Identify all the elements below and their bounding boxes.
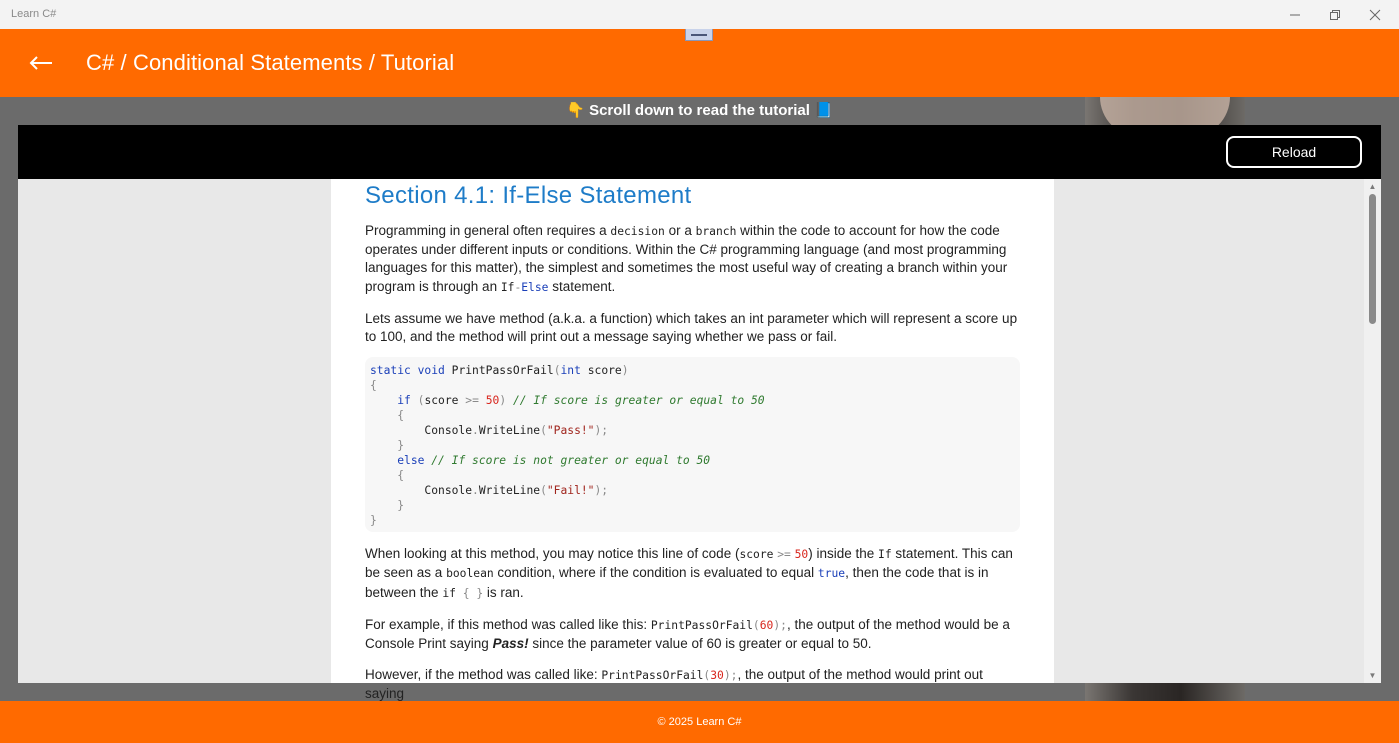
scroll-hint: 👇 Scroll down to read the tutorial 📘 [566,102,833,119]
window-titlebar [0,0,1399,29]
back-button[interactable] [26,49,56,77]
app-footer: © 2025 Learn C# [0,701,1399,743]
restore-button[interactable] [1315,0,1355,29]
paragraph-example-pass: For example, if this method was called like this: PrintPassOrFail(60);, the output of the method would be a Console Print saying Pass! since the parameter value of 60 is greater or equal to 50. [365,616,1010,652]
section-heading: Section 4.1: If-Else Statement [365,182,692,209]
webview-toolbar [18,125,1381,179]
minimize-button[interactable] [1275,0,1315,29]
restore-icon [1330,10,1340,20]
minimize-icon [1290,10,1300,20]
vertical-scrollbar[interactable] [1364,179,1381,683]
tutorial-webview[interactable] [18,179,1381,702]
paragraph-explanation: When looking at this method, you may notice this line of code (score >= 50) inside the If statement. This can be seen as a boolean condition, where if the condition is evaluated to equal true, then the code that is in between the if { } is ran. [365,546,1013,600]
paragraph-intro: Programming in general often requires a decision or a branch within the code to account for how the code operates under different inputs or conditions. Within the C# programming language (and most programming languages for this matter), the simplest and sometimes the most useful way of creating a branch within your program is through an If-Else statement. [365,223,1008,294]
window-title: Learn C# [11,8,57,20]
tutorial-article [331,179,1054,702]
paragraph-assume: Lets assume we have method (a.k.a. a function) which takes an int parameter which will represent a score up to 100, and the method will print out a message saying whether we pass or fail. [365,310,1018,345]
breadcrumb: C# / Conditional Statements / Tutorial [86,50,455,75]
reload-button[interactable]: Reload [1226,136,1362,168]
scroll-up-icon[interactable]: ▲ [1368,182,1377,191]
paragraph-example-fail: However, if the method was called like: PrintPassOrFail(30);, the output of the method would print out saying [365,667,983,702]
arrow-left-icon [29,55,53,71]
scrollbar-thumb[interactable] [1369,194,1376,324]
drag-handle[interactable] [685,29,713,41]
scroll-down-icon[interactable]: ▼ [1368,671,1377,680]
app-header [0,29,1399,97]
close-button[interactable] [1355,0,1395,29]
close-icon [1370,10,1380,20]
code-block: static void PrintPassOrFail(int score) { if (score >= 50) // If score is greater or equal to 50 { Console.WriteLine("Pass!"); } else // If score is not greater or equal to 50 { Console.WriteLine("Fail!"); } } [365,357,1020,532]
